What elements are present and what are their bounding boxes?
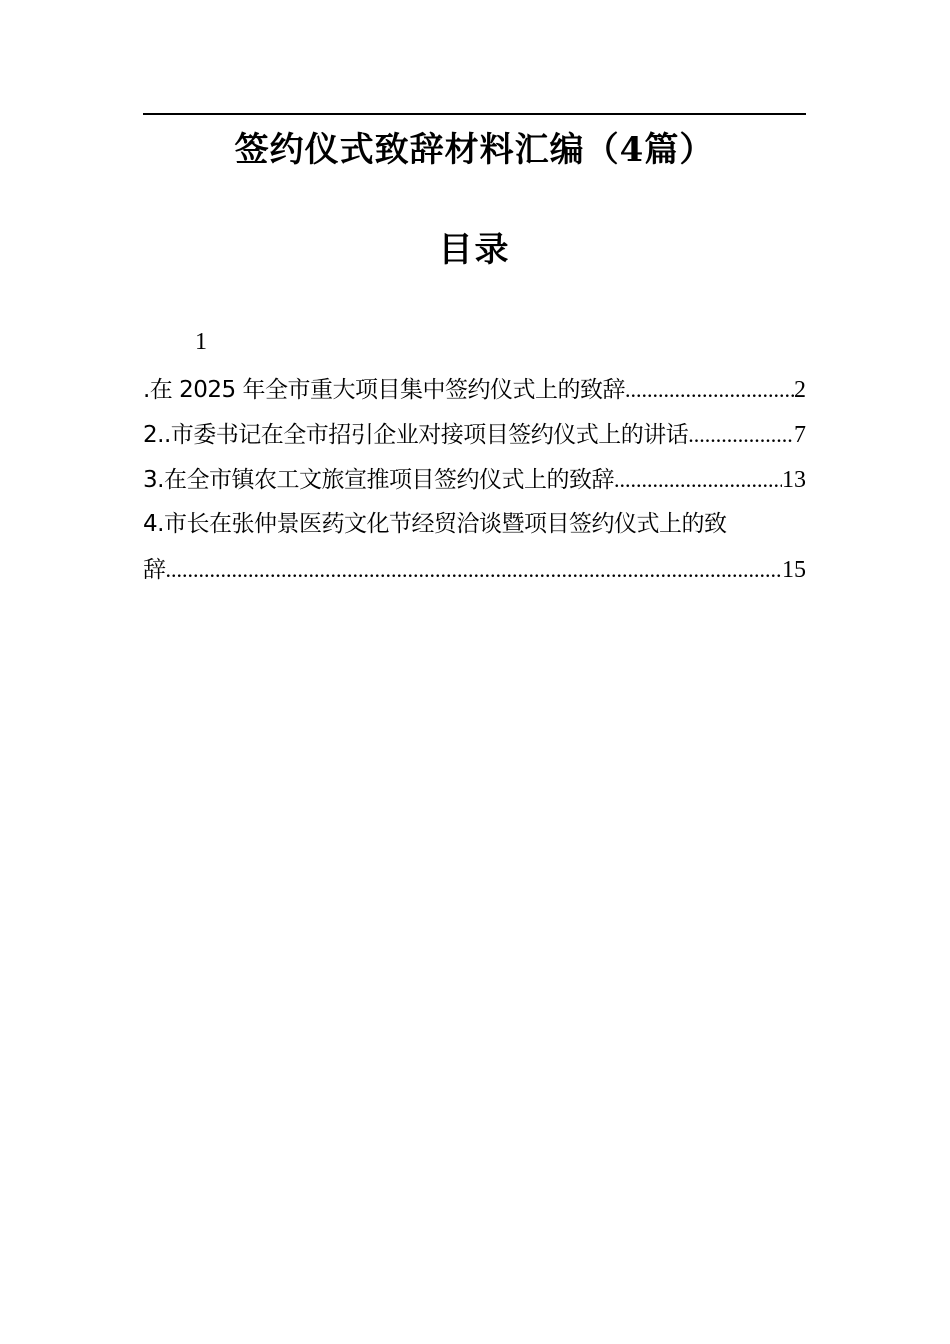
toc-entry-title: .在 2025 年全市重大项目集中签约仪式上的致辞 xyxy=(143,377,625,403)
toc-entry-2[interactable] xyxy=(143,412,806,457)
dot-leader xyxy=(614,457,782,502)
toc-entry-title-line2: 辞 xyxy=(143,557,166,583)
dot-leader xyxy=(166,547,783,592)
dot-leader xyxy=(625,367,794,412)
toc-line xyxy=(143,547,806,592)
toc-entry-3[interactable] xyxy=(143,457,806,502)
toc-entry-4[interactable] xyxy=(143,502,806,592)
dot-leader xyxy=(688,412,794,457)
toc-entry-title-line1: 4.市长在张仲景医药文化节经贸洽谈暨项目签约仪式上的致 xyxy=(143,511,727,537)
toc-page-number: 7 xyxy=(794,422,806,448)
toc-entry-1[interactable] xyxy=(143,367,806,412)
toc-heading: 目录 xyxy=(438,230,511,270)
toc-line xyxy=(143,412,806,457)
toc-page-number: 13 xyxy=(782,467,806,493)
toc-line xyxy=(143,367,806,412)
toc-page-number: 2 xyxy=(794,377,806,403)
document-title: 签约仪式致辞材料汇编（4篇） xyxy=(234,130,715,170)
header-rule xyxy=(143,113,806,115)
table-of-contents xyxy=(143,367,806,592)
toc-entry-title: 2..市委书记在全市招引企业对接项目签约仪式上的讲话 xyxy=(143,422,689,448)
toc-line xyxy=(143,457,806,502)
toc-orphan-number: 1 xyxy=(195,329,207,355)
toc-entry-title: 3.在全市镇农工文旅宣推项目签约仪式上的致辞 xyxy=(143,467,614,493)
toc-page-number: 15 xyxy=(782,557,806,583)
